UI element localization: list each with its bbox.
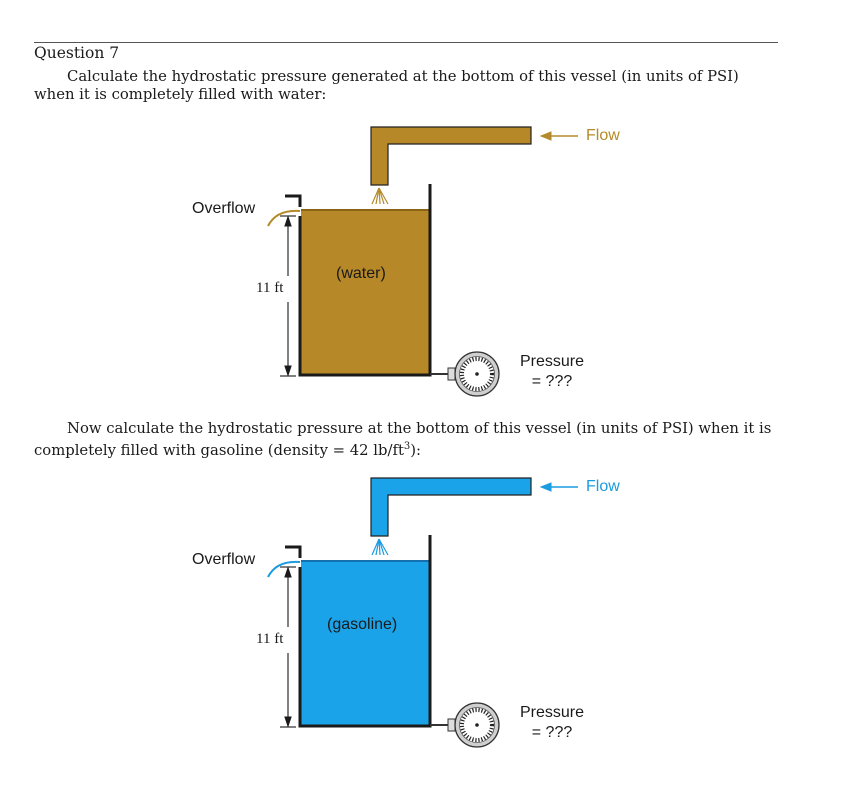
gasoline-overflow-label: Overflow — [192, 551, 256, 568]
gasoline-liquid — [301, 561, 429, 725]
paragraph-2-text-b: ): — [410, 441, 422, 459]
water-pressure-value: = ??? — [531, 373, 573, 390]
spray-lines — [372, 188, 388, 204]
spray-lines — [372, 539, 388, 555]
water-flow-label: Flow — [586, 127, 620, 144]
gasoline-liquid-label: (gasoline) — [327, 616, 398, 633]
overflow-spout — [268, 211, 300, 226]
inlet-pipe — [371, 127, 531, 185]
overflow-spout — [268, 562, 300, 577]
gasoline-pressure-label: Pressure — [519, 704, 585, 721]
gasoline-pressure-block — [514, 703, 590, 743]
gasoline-height-label: 11 ft — [256, 631, 284, 647]
inlet-pipe — [371, 478, 531, 536]
gasoline-flow-label: Flow — [586, 478, 620, 495]
flow-arrow — [541, 483, 578, 491]
water-liquid-label: (water) — [336, 265, 386, 282]
flow-arrow — [541, 132, 578, 140]
water-liquid — [301, 210, 429, 374]
pressure-gauge — [430, 703, 499, 747]
paragraph-2-text-a: Now calculate the hydrostatic pressure at the bottom of this vessel (in units of PSI) when it is completely filled with gasoline (density = 42 lb/ft — [34, 420, 772, 459]
paragraph-1-text: Calculate the hydrostatic pressure generated at the bottom of this vessel (in units of PSI) when it is completely filled with water: — [34, 68, 739, 103]
water-pressure-label: Pressure — [519, 353, 585, 370]
water-height-label: 11 ft — [256, 280, 284, 296]
question-title: Question 7 — [34, 44, 120, 62]
gasoline-vessel-diagram — [0, 351, 852, 771]
paragraph-2-superscript: 3 — [403, 441, 411, 452]
gasoline-pressure-value: = ??? — [531, 724, 573, 741]
water-overflow-label: Overflow — [192, 200, 256, 217]
